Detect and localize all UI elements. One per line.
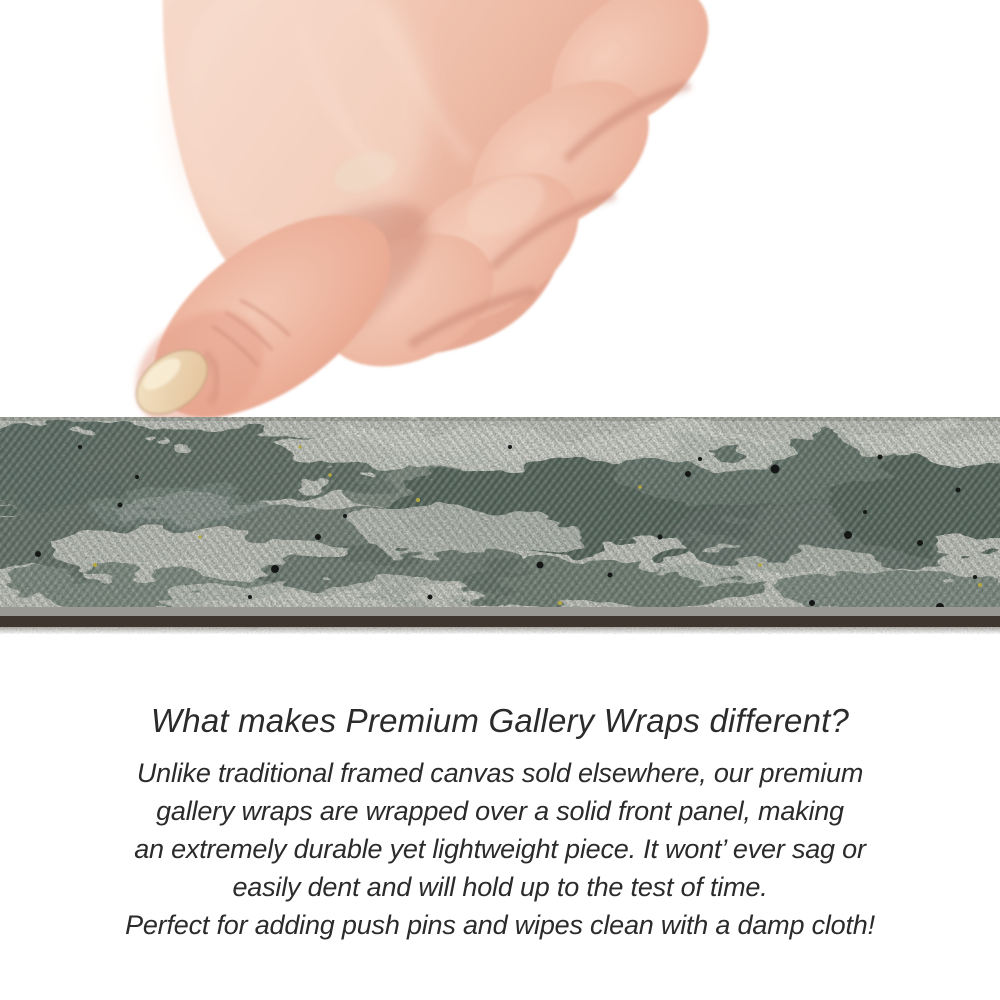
canvas-edge-strip — [0, 417, 1000, 634]
edge-dark-line — [0, 616, 1000, 627]
copy-line-5: Perfect for adding push pins and wipes clean with a damp cloth! — [125, 910, 875, 940]
marketing-copy — [0, 700, 1000, 944]
copy-line-1: Unlike traditional framed canvas sold elsewhere, our premium — [136, 758, 864, 788]
copy-line-2: gallery wraps are wrapped over a solid front panel, making — [156, 796, 844, 826]
hand-photo — [0, 0, 1000, 440]
copy-heading: What makes Premium Gallery Wraps different? — [150, 702, 850, 739]
copy-line-3: an extremely durable yet lightweight piece. It wont’ ever sag or — [134, 834, 866, 864]
hand — [113, 0, 736, 440]
edge-fade — [0, 627, 1000, 634]
copy-line-4: easily dent and will hold up to the test of time. — [232, 872, 768, 902]
canvas-texture — [0, 417, 1000, 634]
